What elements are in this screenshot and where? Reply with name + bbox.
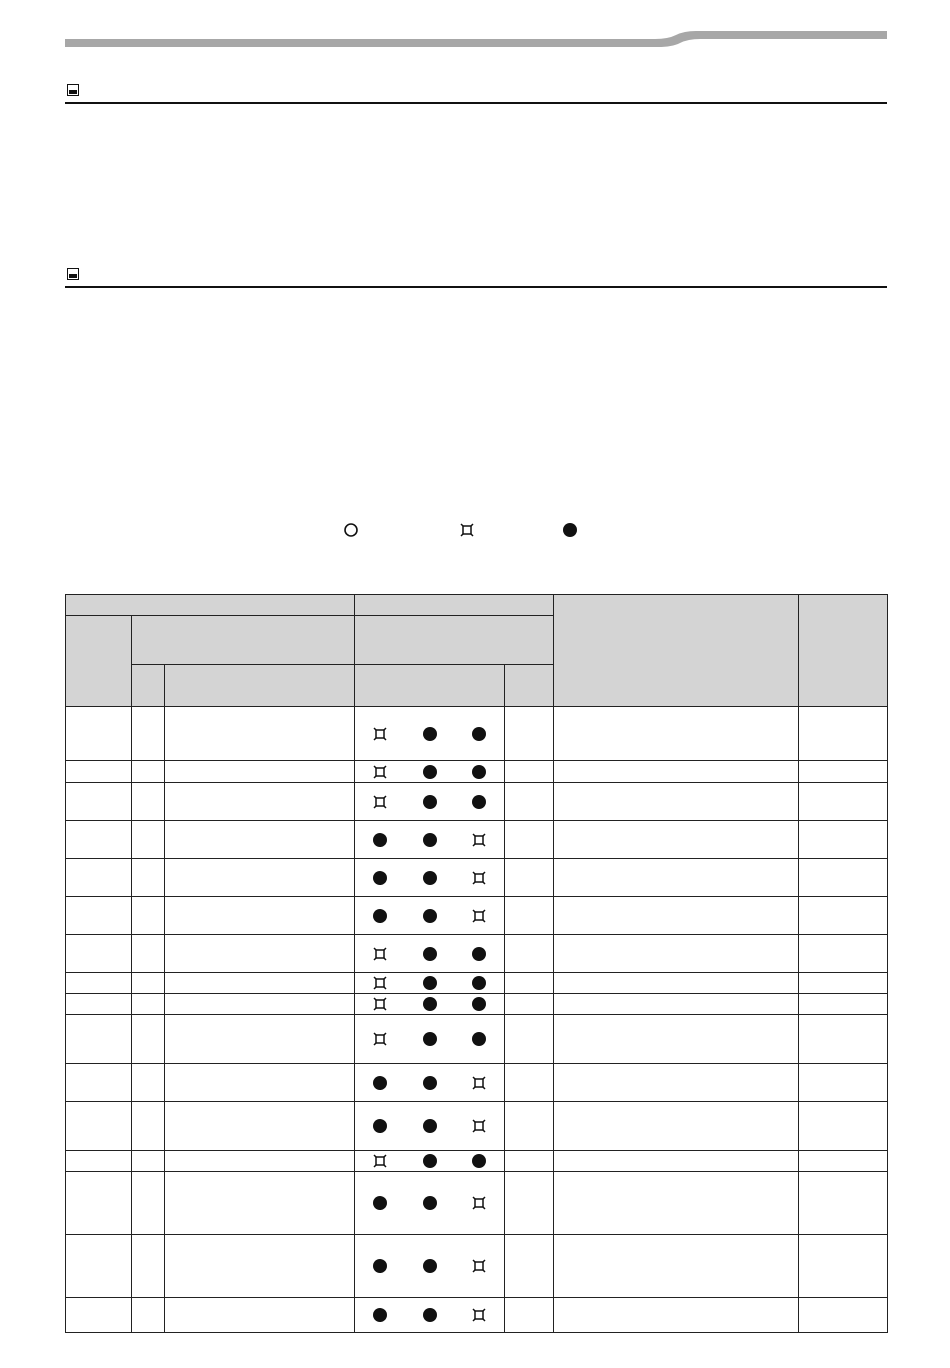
led-cell: [355, 1298, 405, 1333]
led-cell: [405, 1015, 455, 1064]
header-cell: [455, 665, 505, 707]
header-band: [0, 0, 950, 60]
led-on-icon: [355, 908, 405, 924]
table-cell: [165, 1235, 355, 1298]
table-cell: [165, 1298, 355, 1333]
table-header: [66, 595, 888, 707]
table-cell: [165, 859, 355, 897]
table-cell: [66, 1235, 132, 1298]
header-cell: [799, 595, 888, 707]
led-on-icon: [405, 975, 455, 991]
led-cell: [405, 1298, 455, 1333]
led-cell: [405, 761, 455, 783]
led-cell: [455, 1235, 505, 1298]
table-cell: [799, 1102, 888, 1151]
table-cell: [554, 761, 799, 783]
table-row: [66, 1172, 888, 1235]
led-on-icon: [355, 1195, 405, 1211]
table-cell: [165, 994, 355, 1015]
table-cell: [554, 1015, 799, 1064]
header-cell: [132, 616, 355, 665]
table-row: [66, 783, 888, 821]
led-cell: [405, 994, 455, 1015]
led-on-icon: [355, 832, 405, 848]
table-cell: [799, 1172, 888, 1235]
led-cell: [355, 783, 405, 821]
led-cell: [405, 783, 455, 821]
table-cell: [165, 761, 355, 783]
table-row: [66, 707, 888, 761]
table-cell: [505, 1102, 554, 1151]
header-cell: [554, 595, 799, 707]
blinking-square-icon: [459, 522, 475, 538]
table-cell: [66, 897, 132, 935]
table-row: [66, 1015, 888, 1064]
table-cell: [505, 1298, 554, 1333]
led-status-table: [65, 594, 888, 1333]
led-on-icon: [405, 794, 455, 810]
table-cell: [554, 1298, 799, 1333]
table-cell: [505, 897, 554, 935]
table-cell: [505, 1064, 554, 1102]
table-cell: [554, 897, 799, 935]
led-cell: [455, 1102, 505, 1151]
led-cell: [455, 783, 505, 821]
led-cell: [455, 1151, 505, 1172]
table-cell: [66, 1102, 132, 1151]
led-on-icon: [405, 996, 455, 1012]
led-on-icon: [405, 908, 455, 924]
led-on-icon: [355, 1075, 405, 1091]
led-cell: [405, 935, 455, 973]
led-blink-icon: [455, 1258, 505, 1274]
table-cell: [554, 973, 799, 994]
table-cell: [165, 783, 355, 821]
led-cell: [455, 761, 505, 783]
led-cell: [405, 1064, 455, 1102]
led-cell: [455, 973, 505, 994]
header-cell: [355, 595, 554, 616]
section-heading-1: [65, 82, 887, 104]
header-cell: [66, 595, 355, 616]
led-on-icon: [355, 1118, 405, 1134]
table-cell: [554, 1102, 799, 1151]
table-cell: [799, 1151, 888, 1172]
table-cell: [799, 994, 888, 1015]
led-cell: [355, 859, 405, 897]
led-cell: [405, 1235, 455, 1298]
led-blink-icon: [355, 1031, 405, 1047]
led-cell: [455, 1172, 505, 1235]
header-cell: [355, 616, 554, 665]
table-cell: [799, 707, 888, 761]
led-cell: [405, 859, 455, 897]
table-body: [66, 707, 888, 1333]
led-cell: [355, 1015, 405, 1064]
table-cell: [66, 1172, 132, 1235]
table-cell: [165, 707, 355, 761]
led-on-icon: [405, 1075, 455, 1091]
led-cell: [455, 897, 505, 935]
led-on-icon: [455, 996, 505, 1012]
table-cell: [799, 1298, 888, 1333]
led-on-icon: [455, 1031, 505, 1047]
table-cell: [554, 821, 799, 859]
table-cell: [799, 783, 888, 821]
table-row: [66, 897, 888, 935]
led-cell: [355, 1064, 405, 1102]
led-blink-icon: [455, 870, 505, 886]
table-row: [66, 1151, 888, 1172]
table-cell: [132, 761, 165, 783]
led-legend: [0, 518, 950, 542]
table-cell: [505, 707, 554, 761]
led-blink-icon: [355, 996, 405, 1012]
table-row: [66, 821, 888, 859]
led-on-icon: [405, 764, 455, 780]
table-cell: [505, 859, 554, 897]
table-row: [66, 935, 888, 973]
led-cell: [405, 1102, 455, 1151]
led-on-icon: [455, 946, 505, 962]
led-cell: [355, 707, 405, 761]
led-blink-icon: [455, 1195, 505, 1211]
table-cell: [66, 1298, 132, 1333]
led-blink-icon: [455, 1307, 505, 1323]
table-cell: [66, 973, 132, 994]
table-cell: [66, 935, 132, 973]
table-cell: [505, 1151, 554, 1172]
table-row: [66, 1064, 888, 1102]
header-cell: [355, 665, 405, 707]
table-cell: [505, 1172, 554, 1235]
table-cell: [165, 821, 355, 859]
led-on-icon: [405, 1118, 455, 1134]
led-cell: [405, 707, 455, 761]
table-row: [66, 994, 888, 1015]
table-cell: [554, 994, 799, 1015]
table-cell: [165, 935, 355, 973]
led-cell: [405, 821, 455, 859]
header-cell: [405, 665, 455, 707]
table-cell: [165, 897, 355, 935]
table-cell: [554, 1151, 799, 1172]
header-cell: [66, 616, 132, 707]
led-blink-icon: [355, 975, 405, 991]
table-cell: [799, 935, 888, 973]
table-cell: [165, 1015, 355, 1064]
led-blink-icon: [355, 1153, 405, 1169]
led-on-icon: [405, 946, 455, 962]
led-blink-icon: [355, 726, 405, 742]
led-cell: [355, 897, 405, 935]
solid-circle-icon: [562, 522, 578, 538]
led-on-icon: [455, 1153, 505, 1169]
led-cell: [455, 1064, 505, 1102]
table-cell: [165, 1172, 355, 1235]
table-cell: [132, 783, 165, 821]
table-cell: [132, 821, 165, 859]
led-on-icon: [405, 1031, 455, 1047]
table-cell: [554, 1235, 799, 1298]
table-row: [66, 1298, 888, 1333]
table-cell: [132, 973, 165, 994]
table-cell: [505, 821, 554, 859]
table-cell: [132, 707, 165, 761]
section-rule: [65, 286, 887, 288]
table-cell: [554, 783, 799, 821]
table-cell: [505, 935, 554, 973]
led-cell: [355, 761, 405, 783]
table-cell: [505, 783, 554, 821]
header-cell: [505, 665, 554, 707]
table-row: [66, 761, 888, 783]
table-cell: [165, 973, 355, 994]
table-cell: [132, 1015, 165, 1064]
table-cell: [799, 761, 888, 783]
hollow-circle-icon: [343, 522, 359, 538]
led-cell: [405, 1151, 455, 1172]
table-cell: [554, 859, 799, 897]
led-blink-icon: [355, 764, 405, 780]
led-blink-icon: [455, 908, 505, 924]
section-rule: [65, 102, 887, 104]
led-on-icon: [355, 1258, 405, 1274]
led-on-icon: [355, 1307, 405, 1323]
led-cell: [455, 1298, 505, 1333]
led-cell: [355, 1102, 405, 1151]
table-cell: [799, 973, 888, 994]
table-cell: [554, 1172, 799, 1235]
led-on-icon: [455, 975, 505, 991]
table-cell: [554, 707, 799, 761]
led-cell: [455, 821, 505, 859]
led-blink-icon: [455, 1118, 505, 1134]
table-cell: [132, 1298, 165, 1333]
table-cell: [132, 897, 165, 935]
led-blink-icon: [455, 832, 505, 848]
table-cell: [165, 1151, 355, 1172]
header-cell: [165, 665, 355, 707]
table-cell: [132, 1172, 165, 1235]
table-cell: [799, 1015, 888, 1064]
led-on-icon: [405, 1195, 455, 1211]
section-marker-icon: [67, 268, 79, 280]
led-cell: [405, 897, 455, 935]
header-cell: [132, 665, 165, 707]
table-cell: [505, 1235, 554, 1298]
led-on-icon: [455, 764, 505, 780]
table-cell: [799, 897, 888, 935]
led-on-icon: [405, 1307, 455, 1323]
table-cell: [799, 859, 888, 897]
section-marker-icon: [67, 84, 79, 96]
led-on-icon: [405, 1258, 455, 1274]
table-cell: [505, 1015, 554, 1064]
table-cell: [799, 1235, 888, 1298]
led-on-icon: [405, 726, 455, 742]
table-cell: [66, 707, 132, 761]
table-cell: [799, 1064, 888, 1102]
led-on-icon: [455, 794, 505, 810]
led-on-icon: [405, 870, 455, 886]
table-cell: [554, 1064, 799, 1102]
table-cell: [132, 994, 165, 1015]
table-cell: [165, 1064, 355, 1102]
table-cell: [554, 935, 799, 973]
led-cell: [355, 973, 405, 994]
table-row: [66, 973, 888, 994]
led-cell: [355, 994, 405, 1015]
led-cell: [455, 935, 505, 973]
table-cell: [132, 1102, 165, 1151]
table-cell: [132, 859, 165, 897]
table-cell: [66, 1151, 132, 1172]
table-cell: [66, 1015, 132, 1064]
table-cell: [132, 935, 165, 973]
led-cell: [455, 859, 505, 897]
table-cell: [66, 821, 132, 859]
led-on-icon: [455, 726, 505, 742]
table-cell: [66, 859, 132, 897]
table-row: [66, 1102, 888, 1151]
led-blink-icon: [455, 1075, 505, 1091]
led-blink-icon: [355, 794, 405, 810]
led-on-icon: [355, 870, 405, 886]
table-cell: [132, 1235, 165, 1298]
table-row: [66, 1235, 888, 1298]
led-on-icon: [405, 832, 455, 848]
table-cell: [132, 1151, 165, 1172]
led-on-icon: [405, 1153, 455, 1169]
led-cell: [455, 707, 505, 761]
table-cell: [66, 994, 132, 1015]
table-cell: [165, 1102, 355, 1151]
led-cell: [355, 821, 405, 859]
table-cell: [799, 821, 888, 859]
led-cell: [355, 935, 405, 973]
table-cell: [66, 1064, 132, 1102]
led-cell: [355, 1151, 405, 1172]
table-row: [66, 859, 888, 897]
led-cell: [405, 973, 455, 994]
led-cell: [405, 1172, 455, 1235]
led-cell: [355, 1235, 405, 1298]
table-cell: [505, 761, 554, 783]
section-heading-2: [65, 266, 887, 288]
table-cell: [66, 761, 132, 783]
table-cell: [66, 783, 132, 821]
led-cell: [355, 1172, 405, 1235]
led-cell: [455, 1015, 505, 1064]
table-cell: [505, 973, 554, 994]
table-cell: [132, 1064, 165, 1102]
led-blink-icon: [355, 946, 405, 962]
led-cell: [455, 994, 505, 1015]
table-cell: [505, 994, 554, 1015]
